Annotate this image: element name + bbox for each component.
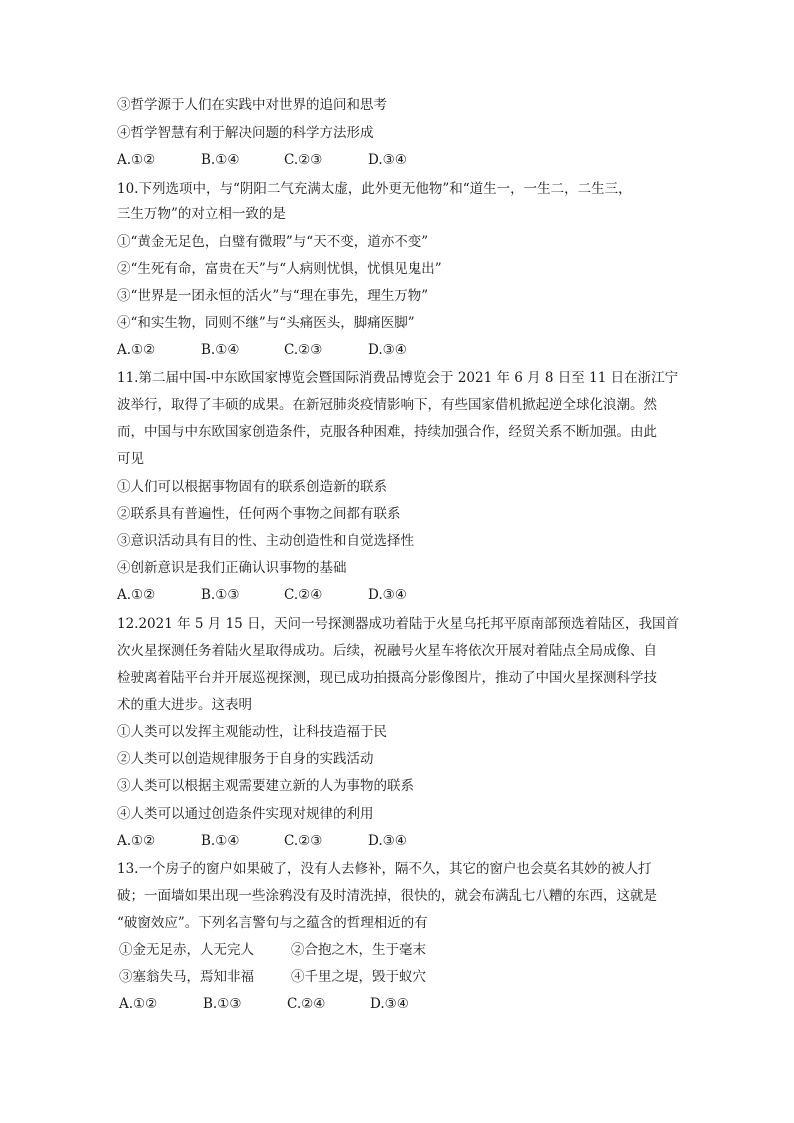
- q10-option-b: B.①④: [201, 342, 240, 358]
- q12-stem-line-1: 12.2021 年 5 月 15 日，天问一号探测器成功着陆于火星乌托邦平原南部预选着陆区，我国首: [117, 616, 680, 632]
- q10-item-2: ②“生死有命，富贵在天”与“人病则忧惧，忧惧见鬼出”: [117, 261, 442, 277]
- q9-item-3: ③哲学源于人们在实践中对世界的追问和思考: [117, 97, 387, 113]
- q11-item-3: ③意识活动具有目的性、主动创造性和自觉选择性: [117, 533, 414, 549]
- q12-item-2: ②人类可以创造规律服务于自身的实践活动: [117, 751, 374, 767]
- q12-option-c: C.②③: [284, 833, 323, 849]
- q11-stem-line-1: 11.第二届中国-中东欧国家博览会暨国际消费品博览会于 2021 年 6 月 8 日至 11 日在浙江宁: [117, 370, 679, 386]
- q11-option-d: D.③④: [368, 587, 407, 603]
- q12-option-b: B.①④: [201, 833, 240, 849]
- q12-item-1: ①人类可以发挥主观能动性，让科技造福于民: [117, 724, 387, 740]
- q13-option-a: A.①②: [119, 996, 158, 1012]
- q10-stem-line-1: 10.下列选项中，与“阴阳二气充满太虚，此外更无他物”和“道生一，一生二，二生三，: [117, 181, 632, 197]
- q11-stem-line-2: 波举行，取得了丰硕的成果。在新冠肺炎疫情影响下，有些国家借机掀起逆全球化浪潮。然: [117, 397, 657, 413]
- q12-option-a: A.①②: [117, 833, 156, 849]
- q12-item-3: ③人类可以根据主观需要建立新的人为事物的联系: [117, 778, 414, 794]
- q9-option-a: A.①②: [117, 152, 156, 168]
- q13-item-1: ①金无足赤，人无完人: [119, 942, 254, 958]
- q11-option-b: B.①③: [201, 587, 240, 603]
- q13-stem-line-1: 13.一个房子的窗户如果破了，没有人去修补，隔不久，其它的窗户也会莫名其妙的被人打: [117, 861, 652, 877]
- q13-option-c: C.②④: [287, 996, 326, 1012]
- q13-stem-line-3: “破窗效应”。下列名言警句与之蕴含的哲理相近的有: [117, 915, 428, 931]
- q11-stem-line-4: 可见: [117, 451, 144, 467]
- q13-option-b: B.①③: [203, 996, 242, 1012]
- q12-stem-line-4: 术的重大进步。这表明: [117, 697, 252, 713]
- q12-stem-line-2: 次火星探测任务着陆火星取得成功。后续，祝融号火星车将依次开展对着陆点全局成像、自: [117, 643, 657, 659]
- q12-item-4: ④人类可以通过创造条件实现对规律的利用: [117, 806, 374, 822]
- q11-stem-line-3: 而，中国与中东欧国家创造条件，克服各种困难，持续加强合作，经贸关系不断加强。由此: [117, 424, 657, 440]
- q10-option-c: C.②③: [284, 342, 323, 358]
- q13-option-d: D.③④: [370, 996, 409, 1012]
- q10-item-4: ④“和实生物，同则不继”与“头痛医头，脚痛医脚”: [117, 315, 415, 331]
- q11-item-1: ①人们可以根据事物固有的联系创造新的联系: [117, 479, 387, 495]
- q9-option-c: C.②③: [284, 152, 323, 168]
- q13-stem-line-2: 破；一面墙如果出现一些涂鸦没有及时清洗掉，很快的，就会布满乱七八糟的东西，这就是: [117, 888, 657, 904]
- q11-item-2: ②联系具有普遍性，任何两个事物之间都有联系: [117, 506, 401, 522]
- q10-stem-line-2: 三生万物”的对立相一致的是: [117, 206, 286, 222]
- q11-option-c: C.②④: [284, 587, 323, 603]
- q13-item-2: ②合抱之木，生于毫末: [291, 942, 426, 958]
- q9-option-d: D.③④: [368, 152, 407, 168]
- q13-item-3: ③塞翁失马，焉知非福: [119, 969, 254, 985]
- q9-option-b: B.①④: [201, 152, 240, 168]
- q10-option-a: A.①②: [117, 342, 156, 358]
- q11-item-4: ④创新意识是我们正确认识事物的基础: [117, 560, 347, 576]
- q10-item-1: ①“黄金无足色，白璧有微瑕”与“天不变，道亦不变”: [117, 234, 429, 250]
- q9-item-4: ④哲学智慧有利于解决问题的科学方法形成: [117, 125, 374, 141]
- q12-option-d: D.③④: [368, 833, 407, 849]
- q10-item-3: ③“世界是一团永恒的活火”与“理在事先，理生万物”: [117, 288, 429, 304]
- q10-option-d: D.③④: [368, 342, 407, 358]
- q11-option-a: A.①②: [117, 587, 156, 603]
- q13-item-4: ④千里之堤，毁于蚁穴: [291, 969, 426, 985]
- q12-stem-line-3: 检驶离着陆平台并开展巡视探测，现已成功拍摄高分影像图片，推动了中国火星探测科学技: [117, 670, 657, 686]
